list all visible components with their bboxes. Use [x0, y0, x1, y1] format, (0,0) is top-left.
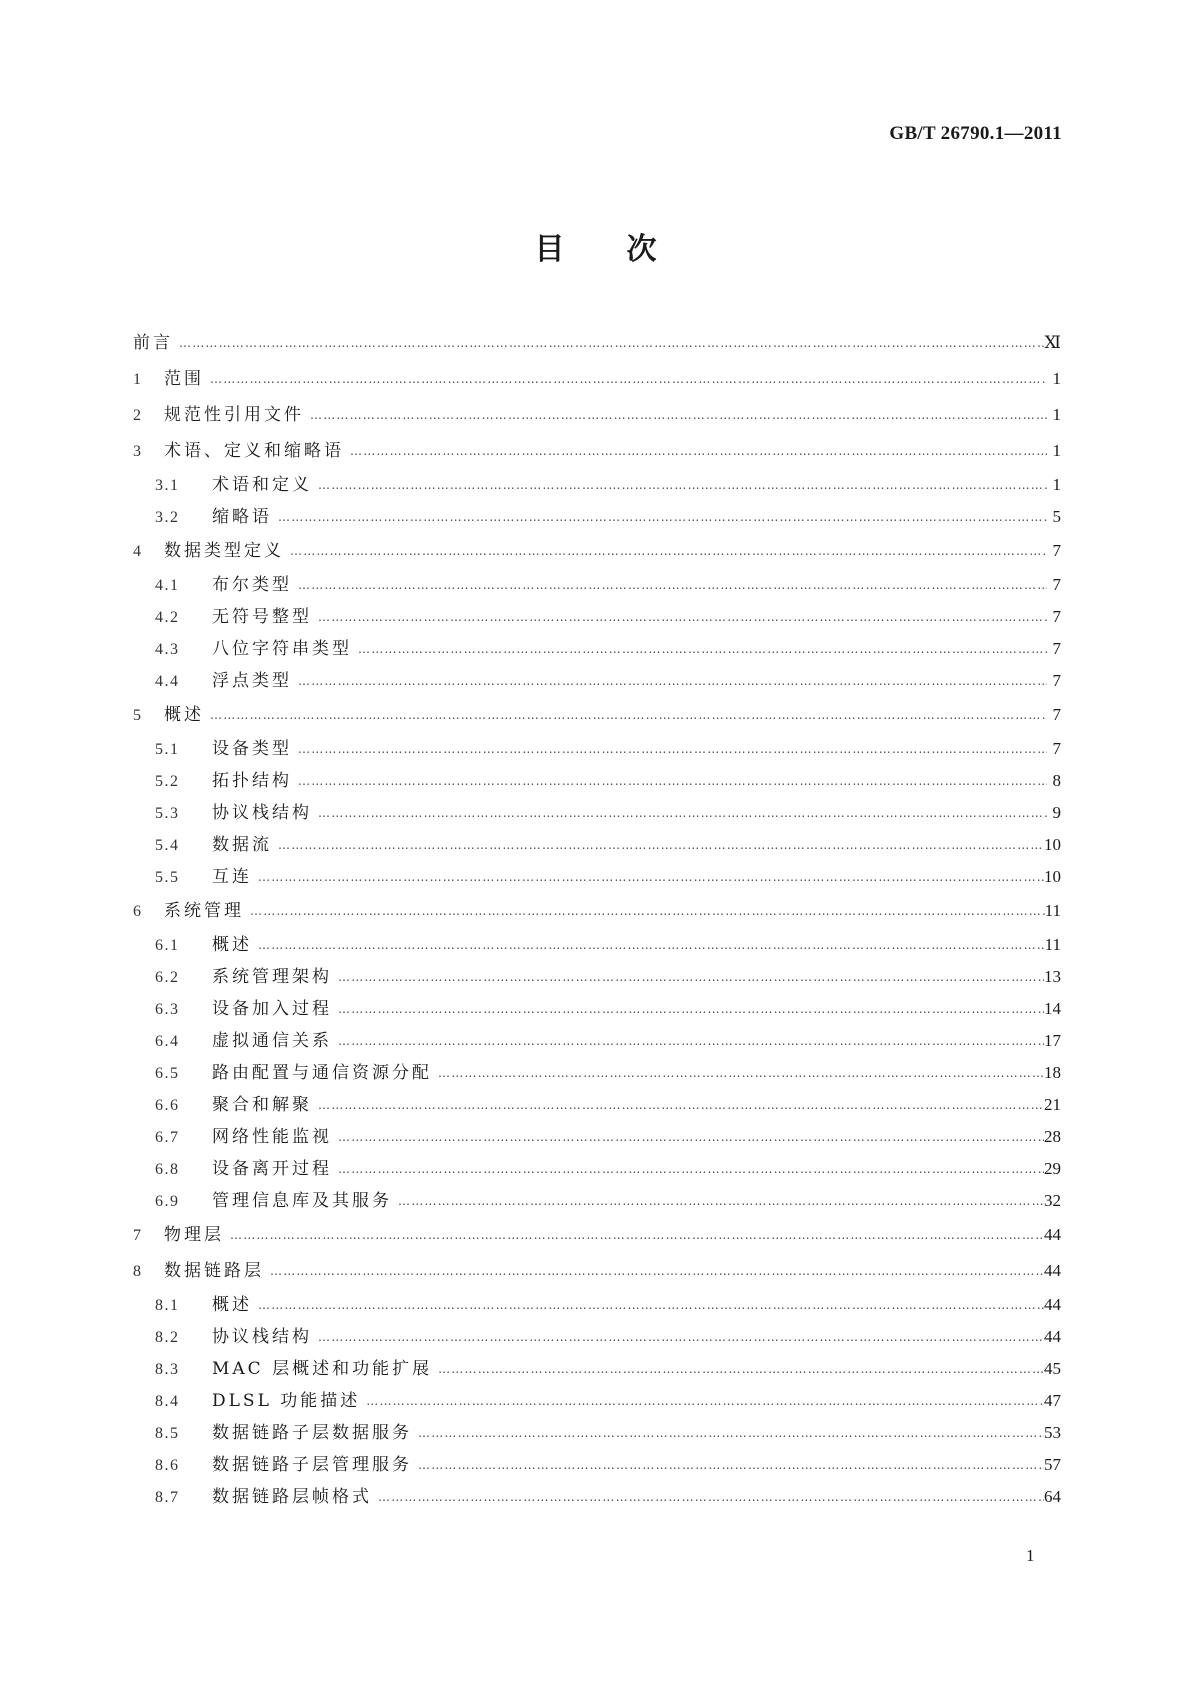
toc-entry-page: 7 [1052, 639, 1061, 658]
toc-entry-title: 协议栈结构 [212, 1327, 312, 1347]
toc-entry-number: 6.2 [155, 969, 180, 986]
toc-leader-dots [256, 871, 1044, 883]
toc-entry-page: 8 [1052, 771, 1061, 790]
toc-entry[interactable] [133, 1025, 1061, 1057]
toc-leader-dots [316, 1331, 1044, 1343]
toc-entry-title: 范围 [164, 369, 204, 389]
toc-entry-page: 47 [1044, 1391, 1061, 1410]
toc-entry-page: 7 [1052, 739, 1061, 758]
toc-entry-title: 拓扑结构 [212, 771, 292, 791]
toc-entry[interactable] [133, 1385, 1061, 1417]
toc-entry-number: 6.1 [155, 937, 180, 954]
toc-leader-dots [396, 1195, 1044, 1207]
toc-title [0, 224, 1191, 268]
standard-code: GB/T 26790.1—2011 [889, 123, 1062, 144]
toc-leader-dots [296, 775, 1047, 787]
toc-entry-page: 7 [1052, 705, 1061, 724]
toc-leader-dots [296, 579, 1047, 591]
toc-entry[interactable] [133, 1253, 1061, 1289]
toc-leader-dots [336, 1003, 1044, 1015]
toc-entry[interactable] [133, 569, 1061, 601]
toc-leader-dots [296, 743, 1047, 755]
toc-entry-title: 术语和定义 [212, 475, 312, 495]
toc-leader-dots [308, 409, 1047, 421]
toc-entry[interactable] [133, 601, 1061, 633]
toc-entry-page: 44 [1044, 1225, 1061, 1244]
toc-entry-number: 6.8 [155, 1161, 180, 1178]
toc-entry[interactable] [133, 961, 1061, 993]
toc-entry[interactable] [133, 533, 1061, 569]
toc-entry[interactable] [133, 1153, 1061, 1185]
toc-entry-page: 5 [1052, 507, 1061, 526]
toc-entry[interactable] [133, 1121, 1061, 1153]
toc-entry-title: 网络性能监视 [212, 1127, 332, 1147]
toc-entry-title: 概述 [164, 705, 204, 725]
toc-title-char-1: 目 [534, 232, 565, 267]
toc-entry-title: 数据链路子层数据服务 [212, 1423, 412, 1443]
toc-entry-number: 8 [133, 1263, 141, 1280]
toc-entry-number: 8.6 [155, 1457, 180, 1474]
toc-leader-dots [296, 675, 1047, 687]
toc-leader-dots [248, 905, 1045, 917]
toc-entry-number: 8.3 [155, 1361, 180, 1378]
toc-entry[interactable] [133, 861, 1061, 893]
toc-leader-dots [256, 1299, 1044, 1311]
toc-entry[interactable] [133, 1289, 1061, 1321]
toc-entry[interactable] [133, 1353, 1061, 1385]
toc-entry-page: 64 [1044, 1487, 1061, 1506]
toc-entry-page: 45 [1044, 1359, 1061, 1378]
toc-entry-page: 28 [1044, 1127, 1061, 1146]
toc-entry-number: 6.6 [155, 1097, 180, 1114]
toc-leader-dots [276, 511, 1047, 523]
toc-entry-number: 5.3 [155, 805, 180, 822]
toc-entry-title: 数据链路子层管理服务 [212, 1455, 412, 1475]
toc-entry-title: 概述 [212, 935, 252, 955]
toc-leader-dots [228, 1229, 1044, 1241]
toc-entry-number: 3.1 [155, 477, 180, 494]
toc-entry-title: 虚拟通信关系 [212, 1031, 332, 1051]
toc-leader-dots [336, 1163, 1044, 1175]
toc-title-char-2: 次 [626, 232, 657, 267]
toc-leader-dots [208, 709, 1047, 721]
toc-entry-page: 7 [1052, 607, 1061, 626]
toc-entry-page: 32 [1044, 1191, 1061, 1210]
toc-entry-title: 浮点类型 [212, 671, 292, 691]
toc-entry[interactable] [133, 501, 1061, 533]
toc-entry-title: 数据流 [212, 835, 272, 855]
toc-entry-page: Ⅺ [1044, 333, 1061, 352]
toc-entry-page: 44 [1044, 1261, 1061, 1280]
toc-entry[interactable] [133, 397, 1061, 433]
toc-entry[interactable] [133, 633, 1061, 665]
toc-entry-page: 29 [1044, 1159, 1061, 1178]
toc-entry-title: 布尔类型 [212, 575, 292, 595]
toc-leader-dots [208, 373, 1047, 385]
toc-entry-title: 术语、定义和缩略语 [164, 441, 344, 461]
toc-entry-page: 1 [1052, 475, 1061, 494]
toc-entry-title: 无符号整型 [212, 607, 312, 627]
toc-leader-dots [288, 545, 1047, 557]
table-of-contents [133, 325, 1061, 1513]
toc-entry-page: 17 [1044, 1031, 1061, 1050]
toc-entry-title: 互连 [212, 867, 252, 887]
toc-leader-dots [177, 337, 1045, 349]
toc-entry[interactable] [133, 993, 1061, 1025]
toc-entry-page: 1 [1052, 369, 1061, 388]
toc-leader-dots [336, 971, 1044, 983]
toc-leader-dots [316, 807, 1047, 819]
toc-entry[interactable] [133, 469, 1061, 501]
toc-entry-number: 6.5 [155, 1065, 180, 1082]
toc-entry-number: 5 [133, 707, 141, 724]
toc-entry-number: 3 [133, 443, 141, 460]
toc-entry-title: 聚合和解聚 [212, 1095, 312, 1115]
toc-leader-dots [276, 839, 1044, 851]
toc-entry-number: 2 [133, 407, 141, 424]
toc-entry-number: 7 [133, 1227, 141, 1244]
toc-entry-number: 5.1 [155, 741, 180, 758]
toc-leader-dots [416, 1427, 1044, 1439]
toc-leader-dots [316, 1099, 1044, 1111]
toc-leader-dots [416, 1459, 1044, 1471]
toc-entry[interactable] [133, 929, 1061, 961]
toc-entry-title: 管理信息库及其服务 [212, 1191, 392, 1211]
toc-entry-page: 14 [1044, 999, 1061, 1018]
toc-entry-number: 4.2 [155, 609, 180, 626]
toc-entry[interactable] [133, 1481, 1061, 1513]
toc-entry-number: 3.2 [155, 509, 180, 526]
toc-entry-title: 系统管理 [164, 901, 244, 921]
toc-entry-number: 8.1 [155, 1297, 180, 1314]
toc-entry[interactable] [133, 325, 1061, 361]
toc-leader-dots [336, 1035, 1044, 1047]
toc-entry[interactable] [133, 361, 1061, 397]
toc-entry-page: 9 [1052, 803, 1061, 822]
toc-leader-dots [356, 643, 1047, 655]
toc-entry[interactable] [133, 1321, 1061, 1353]
toc-entry-number: 6.9 [155, 1193, 180, 1210]
toc-entry[interactable] [133, 1185, 1061, 1217]
toc-leader-dots [364, 1395, 1044, 1407]
toc-entry-number: 6.4 [155, 1033, 180, 1050]
toc-entry-page: 57 [1044, 1455, 1061, 1474]
toc-entry-title: 概述 [212, 1295, 252, 1315]
toc-entry-page: 44 [1044, 1327, 1061, 1346]
toc-entry[interactable] [133, 1449, 1061, 1481]
toc-entry-page: 1 [1052, 405, 1061, 424]
toc-entry-title: 系统管理架构 [212, 967, 332, 987]
toc-entry-title: 缩略语 [212, 507, 272, 527]
toc-entry-number: 5.4 [155, 837, 180, 854]
toc-entry[interactable] [133, 697, 1061, 733]
toc-entry[interactable] [133, 797, 1061, 829]
toc-entry-number: 6.3 [155, 1001, 180, 1018]
toc-entry-title: MAC 层概述和功能扩展 [212, 1359, 433, 1379]
toc-entry-title: 物理层 [164, 1225, 224, 1245]
toc-entry[interactable] [133, 1217, 1061, 1253]
toc-entry-number: 6.7 [155, 1129, 180, 1146]
toc-leader-dots [376, 1491, 1044, 1503]
toc-entry[interactable] [133, 433, 1061, 469]
toc-entry-title: DLSL 功能描述 [212, 1391, 361, 1411]
toc-entry-page: 7 [1052, 671, 1061, 690]
toc-leader-dots [268, 1265, 1044, 1277]
toc-entry[interactable] [133, 1089, 1061, 1121]
toc-entry-title: 设备类型 [212, 739, 292, 759]
toc-entry-page: 13 [1044, 967, 1061, 986]
toc-entry-number: 8.7 [155, 1489, 180, 1506]
toc-entry-page: 18 [1044, 1063, 1061, 1082]
toc-entry-title: 设备离开过程 [212, 1159, 332, 1179]
toc-entry-title: 设备加入过程 [212, 999, 332, 1019]
toc-leader-dots [436, 1067, 1044, 1079]
toc-entry-page: 11 [1044, 901, 1061, 920]
toc-entry-number: 4.3 [155, 641, 180, 658]
toc-entry[interactable] [133, 665, 1061, 697]
toc-entry-title: 路由配置与通信资源分配 [212, 1063, 432, 1083]
toc-entry-title: 前言 [133, 333, 173, 353]
toc-leader-dots [436, 1363, 1044, 1375]
toc-entry[interactable] [133, 733, 1061, 765]
toc-entry-page: 10 [1044, 867, 1061, 886]
toc-entry-title: 协议栈结构 [212, 803, 312, 823]
toc-leader-dots [336, 1131, 1044, 1143]
toc-entry-number: 8.4 [155, 1393, 180, 1410]
toc-entry-page: 7 [1052, 541, 1061, 560]
toc-entry-page: 44 [1044, 1295, 1061, 1314]
toc-entry-page: 10 [1044, 835, 1061, 854]
toc-entry-page: 7 [1052, 575, 1061, 594]
toc-entry-page: 53 [1044, 1423, 1061, 1442]
toc-entry-number: 8.5 [155, 1425, 180, 1442]
toc-entry-number: 8.2 [155, 1329, 180, 1346]
toc-entry-title: 数据类型定义 [164, 541, 284, 561]
toc-entry[interactable] [133, 765, 1061, 797]
toc-entry-page: 11 [1044, 935, 1061, 954]
toc-entry-title: 数据链路层 [164, 1261, 264, 1281]
toc-entry-title: 规范性引用文件 [164, 405, 304, 425]
toc-entry-title: 八位字符串类型 [212, 639, 352, 659]
toc-entry-page: 1 [1052, 441, 1061, 460]
toc-entry-title: 数据链路层帧格式 [212, 1487, 372, 1507]
toc-entry-page: 21 [1044, 1095, 1061, 1114]
toc-entry[interactable] [133, 1057, 1061, 1089]
toc-entry-number: 5.5 [155, 869, 180, 886]
toc-entry-number: 4.4 [155, 673, 180, 690]
toc-leader-dots [316, 611, 1047, 623]
page-number: 1 [1026, 1546, 1035, 1565]
toc-entry[interactable] [133, 893, 1061, 929]
toc-entry-number: 4 [133, 543, 141, 560]
toc-leader-dots [348, 445, 1047, 457]
toc-entry-number: 6 [133, 903, 141, 920]
toc-entry[interactable] [133, 829, 1061, 861]
toc-entry-number: 4.1 [155, 577, 180, 594]
toc-entry[interactable] [133, 1417, 1061, 1449]
toc-leader-dots [256, 939, 1045, 951]
toc-entry-number: 1 [133, 371, 141, 388]
toc-leader-dots [316, 479, 1047, 491]
toc-entry-number: 5.2 [155, 773, 180, 790]
